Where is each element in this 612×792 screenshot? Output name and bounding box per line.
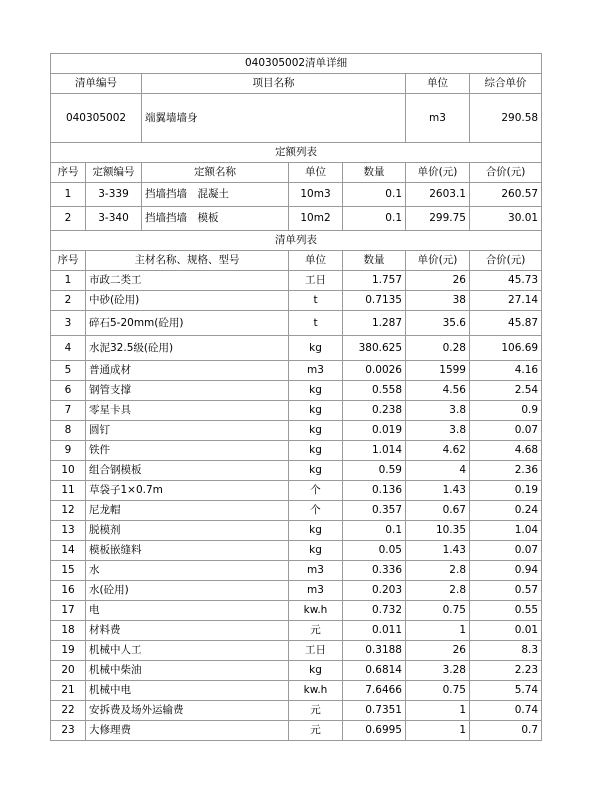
material-cell: kg: [289, 661, 343, 681]
material-cell: 7: [51, 401, 86, 421]
material-row: [51, 461, 542, 481]
quota-cell: 1: [51, 183, 86, 207]
material-cell: 铁件: [86, 441, 289, 461]
quota-cell: 2: [51, 207, 86, 231]
quota-header-cell: 数量: [343, 163, 406, 183]
material-cell: 9: [51, 441, 86, 461]
material-cell: kw.h: [289, 601, 343, 621]
material-header-cell: 合价(元): [470, 251, 542, 271]
material-cell: 10: [51, 461, 86, 481]
quota-header-cell: 定额名称: [142, 163, 289, 183]
material-cell: 0.7135: [343, 291, 406, 311]
material-row: [51, 561, 542, 581]
material-cell: 元: [289, 621, 343, 641]
material-cell: 2: [51, 291, 86, 311]
material-cell: kg: [289, 441, 343, 461]
material-cell: 5.74: [470, 681, 542, 701]
table-title: 040305002清单详细: [51, 54, 542, 74]
quota-cell: 挡墙挡墙 混凝土: [142, 183, 289, 207]
material-cell: kg: [289, 401, 343, 421]
material-row: [51, 661, 542, 681]
material-cell: 1.757: [343, 271, 406, 291]
material-cell: 0.01: [470, 621, 542, 641]
material-cell: 0.75: [406, 601, 470, 621]
material-cell: 工日: [289, 641, 343, 661]
unit-header: 单位: [406, 74, 470, 94]
material-cell: 0.019: [343, 421, 406, 441]
material-cell: 27.14: [470, 291, 542, 311]
material-header-cell: 数量: [343, 251, 406, 271]
material-cell: 水泥32.5级(砼用): [86, 336, 289, 361]
material-row: [51, 401, 542, 421]
material-cell: 4.68: [470, 441, 542, 461]
material-cell: 0.6814: [343, 661, 406, 681]
material-cell: kg: [289, 421, 343, 441]
material-cell: 16: [51, 581, 86, 601]
material-cell: 圆钉: [86, 421, 289, 441]
code-header: 清单编号: [51, 74, 142, 94]
material-cell: 机械中人工: [86, 641, 289, 661]
material-cell: 工日: [289, 271, 343, 291]
quota-header-cell: 单价(元): [406, 163, 470, 183]
material-cell: 20: [51, 661, 86, 681]
material-cell: 2.8: [406, 581, 470, 601]
material-cell: 3.28: [406, 661, 470, 681]
item-row: [51, 94, 542, 143]
material-cell: 0.55: [470, 601, 542, 621]
material-row: [51, 311, 542, 336]
material-cell: 23: [51, 721, 86, 741]
material-cell: 21: [51, 681, 86, 701]
material-cell: 6: [51, 381, 86, 401]
material-cell: 尼龙帽: [86, 501, 289, 521]
material-cell: 3.8: [406, 421, 470, 441]
material-cell: 26: [406, 271, 470, 291]
material-cell: m3: [289, 561, 343, 581]
material-cell: 草袋子1×0.7m: [86, 481, 289, 501]
material-cell: 35.6: [406, 311, 470, 336]
material-cell: 机械中柴油: [86, 661, 289, 681]
material-row: [51, 441, 542, 461]
material-cell: 0.07: [470, 541, 542, 561]
material-header-cell: 主材名称、规格、型号: [86, 251, 289, 271]
material-cell: 2.54: [470, 381, 542, 401]
material-cell: 106.69: [470, 336, 542, 361]
material-cell: 0.136: [343, 481, 406, 501]
quota-cell: 2603.1: [406, 183, 470, 207]
item-unit: m3: [406, 94, 470, 143]
quota-cell: 0.1: [343, 183, 406, 207]
material-row: [51, 601, 542, 621]
material-cell: 0.07: [470, 421, 542, 441]
material-row: [51, 291, 542, 311]
material-cell: 17: [51, 601, 86, 621]
item-code: 040305002: [51, 94, 142, 143]
material-cell: 零星卡具: [86, 401, 289, 421]
material-cell: 0.238: [343, 401, 406, 421]
quota-cell: 260.57: [470, 183, 542, 207]
quota-cell: 10m3: [289, 183, 343, 207]
material-cell: 7.6466: [343, 681, 406, 701]
material-cell: 机械中电: [86, 681, 289, 701]
quota-cell: 3-339: [86, 183, 142, 207]
quota-cell: 30.01: [470, 207, 542, 231]
material-cell: 普通成材: [86, 361, 289, 381]
quota-header-row: [51, 163, 542, 183]
material-cell: 0.57: [470, 581, 542, 601]
material-cell: 0.28: [406, 336, 470, 361]
material-cell: 钢管支撑: [86, 381, 289, 401]
material-cell: 元: [289, 701, 343, 721]
quota-header-cell: 合价(元): [470, 163, 542, 183]
material-cell: 0.05: [343, 541, 406, 561]
quota-header-cell: 单位: [289, 163, 343, 183]
material-cell: m3: [289, 361, 343, 381]
material-cell: 0.75: [406, 681, 470, 701]
material-row: [51, 361, 542, 381]
material-cell: 38: [406, 291, 470, 311]
material-cell: 元: [289, 721, 343, 741]
quota-section-title-row: [51, 143, 542, 163]
material-cell: 1.04: [470, 521, 542, 541]
material-row: [51, 681, 542, 701]
material-cell: 0.0026: [343, 361, 406, 381]
material-cell: 2.8: [406, 561, 470, 581]
material-cell: 1: [51, 271, 86, 291]
material-cell: 18: [51, 621, 86, 641]
material-cell: 14: [51, 541, 86, 561]
material-cell: 11: [51, 481, 86, 501]
material-section-title-row: [51, 231, 542, 251]
material-cell: 0.74: [470, 701, 542, 721]
material-row: [51, 581, 542, 601]
material-cell: kw.h: [289, 681, 343, 701]
material-cell: 个: [289, 481, 343, 501]
material-row: [51, 541, 542, 561]
material-cell: 中砂(砼用): [86, 291, 289, 311]
material-header-row: [51, 251, 542, 271]
material-cell: 0.357: [343, 501, 406, 521]
material-cell: t: [289, 291, 343, 311]
material-section-title: 清单列表: [51, 231, 542, 251]
material-cell: 0.203: [343, 581, 406, 601]
item-name: 端翼墙墙身: [142, 94, 406, 143]
material-cell: 个: [289, 501, 343, 521]
quota-cell: 挡墙挡墙 模板: [142, 207, 289, 231]
quota-cell: 3-340: [86, 207, 142, 231]
material-cell: kg: [289, 381, 343, 401]
name-header: 项目名称: [142, 74, 406, 94]
material-cell: 安拆费及场外运输费: [86, 701, 289, 721]
material-header-cell: 单价(元): [406, 251, 470, 271]
quota-cell: 299.75: [406, 207, 470, 231]
material-cell: 脱模剂: [86, 521, 289, 541]
material-cell: 8.3: [470, 641, 542, 661]
material-cell: 2.23: [470, 661, 542, 681]
material-cell: 1.014: [343, 441, 406, 461]
material-cell: 4.16: [470, 361, 542, 381]
material-cell: 1: [406, 721, 470, 741]
material-row: [51, 621, 542, 641]
material-row: [51, 481, 542, 501]
material-row: [51, 421, 542, 441]
material-cell: 水: [86, 561, 289, 581]
material-cell: kg: [289, 541, 343, 561]
header-row: [51, 74, 542, 94]
material-cell: 0.732: [343, 601, 406, 621]
material-cell: 0.94: [470, 561, 542, 581]
material-cell: 10.35: [406, 521, 470, 541]
material-cell: 3.8: [406, 401, 470, 421]
material-cell: 1599: [406, 361, 470, 381]
material-cell: 0.3188: [343, 641, 406, 661]
material-cell: 4: [406, 461, 470, 481]
material-cell: 26: [406, 641, 470, 661]
material-row: [51, 521, 542, 541]
material-cell: 0.67: [406, 501, 470, 521]
quota-header-cell: 序号: [51, 163, 86, 183]
quota-row: [51, 183, 542, 207]
material-cell: 0.24: [470, 501, 542, 521]
material-cell: 0.7351: [343, 701, 406, 721]
item-price: 290.58: [470, 94, 542, 143]
material-cell: kg: [289, 461, 343, 481]
material-cell: 市政二类工: [86, 271, 289, 291]
quota-row: [51, 207, 542, 231]
material-cell: 15: [51, 561, 86, 581]
material-cell: 12: [51, 501, 86, 521]
material-cell: 碎石5-20mm(砼用): [86, 311, 289, 336]
material-cell: 8: [51, 421, 86, 441]
material-cell: 5: [51, 361, 86, 381]
material-cell: 1: [406, 701, 470, 721]
material-row: [51, 336, 542, 361]
material-row: [51, 271, 542, 291]
material-cell: 0.336: [343, 561, 406, 581]
material-row: [51, 721, 542, 741]
material-cell: 0.9: [470, 401, 542, 421]
material-row: [51, 701, 542, 721]
material-cell: 0.558: [343, 381, 406, 401]
material-cell: 材料费: [86, 621, 289, 641]
detail-table: [50, 53, 542, 741]
material-row: [51, 501, 542, 521]
material-cell: 0.1: [343, 521, 406, 541]
material-header-cell: 单位: [289, 251, 343, 271]
material-cell: 大修理费: [86, 721, 289, 741]
material-cell: 1.287: [343, 311, 406, 336]
material-cell: 22: [51, 701, 86, 721]
quota-section-title: 定额列表: [51, 143, 542, 163]
title-row: [51, 54, 542, 74]
material-cell: 1.43: [406, 481, 470, 501]
material-cell: m3: [289, 581, 343, 601]
quota-cell: 10m2: [289, 207, 343, 231]
material-cell: 4: [51, 336, 86, 361]
price-header: 综合单价: [470, 74, 542, 94]
material-cell: t: [289, 311, 343, 336]
material-cell: 3: [51, 311, 86, 336]
material-cell: 0.6995: [343, 721, 406, 741]
material-header-cell: 序号: [51, 251, 86, 271]
quota-header-cell: 定额编号: [86, 163, 142, 183]
material-cell: 4.62: [406, 441, 470, 461]
material-row: [51, 641, 542, 661]
material-cell: 13: [51, 521, 86, 541]
material-cell: 0.59: [343, 461, 406, 481]
material-cell: 0.7: [470, 721, 542, 741]
material-row: [51, 381, 542, 401]
material-cell: kg: [289, 336, 343, 361]
material-cell: 1: [406, 621, 470, 641]
material-cell: 电: [86, 601, 289, 621]
quota-cell: 0.1: [343, 207, 406, 231]
material-cell: 380.625: [343, 336, 406, 361]
material-cell: 2.36: [470, 461, 542, 481]
material-cell: 模板嵌缝料: [86, 541, 289, 561]
material-cell: 水(砼用): [86, 581, 289, 601]
material-cell: 45.87: [470, 311, 542, 336]
material-cell: 0.19: [470, 481, 542, 501]
material-cell: 1.43: [406, 541, 470, 561]
material-cell: 组合钢模板: [86, 461, 289, 481]
material-cell: 0.011: [343, 621, 406, 641]
material-cell: 45.73: [470, 271, 542, 291]
material-cell: 4.56: [406, 381, 470, 401]
material-cell: 19: [51, 641, 86, 661]
material-cell: kg: [289, 521, 343, 541]
